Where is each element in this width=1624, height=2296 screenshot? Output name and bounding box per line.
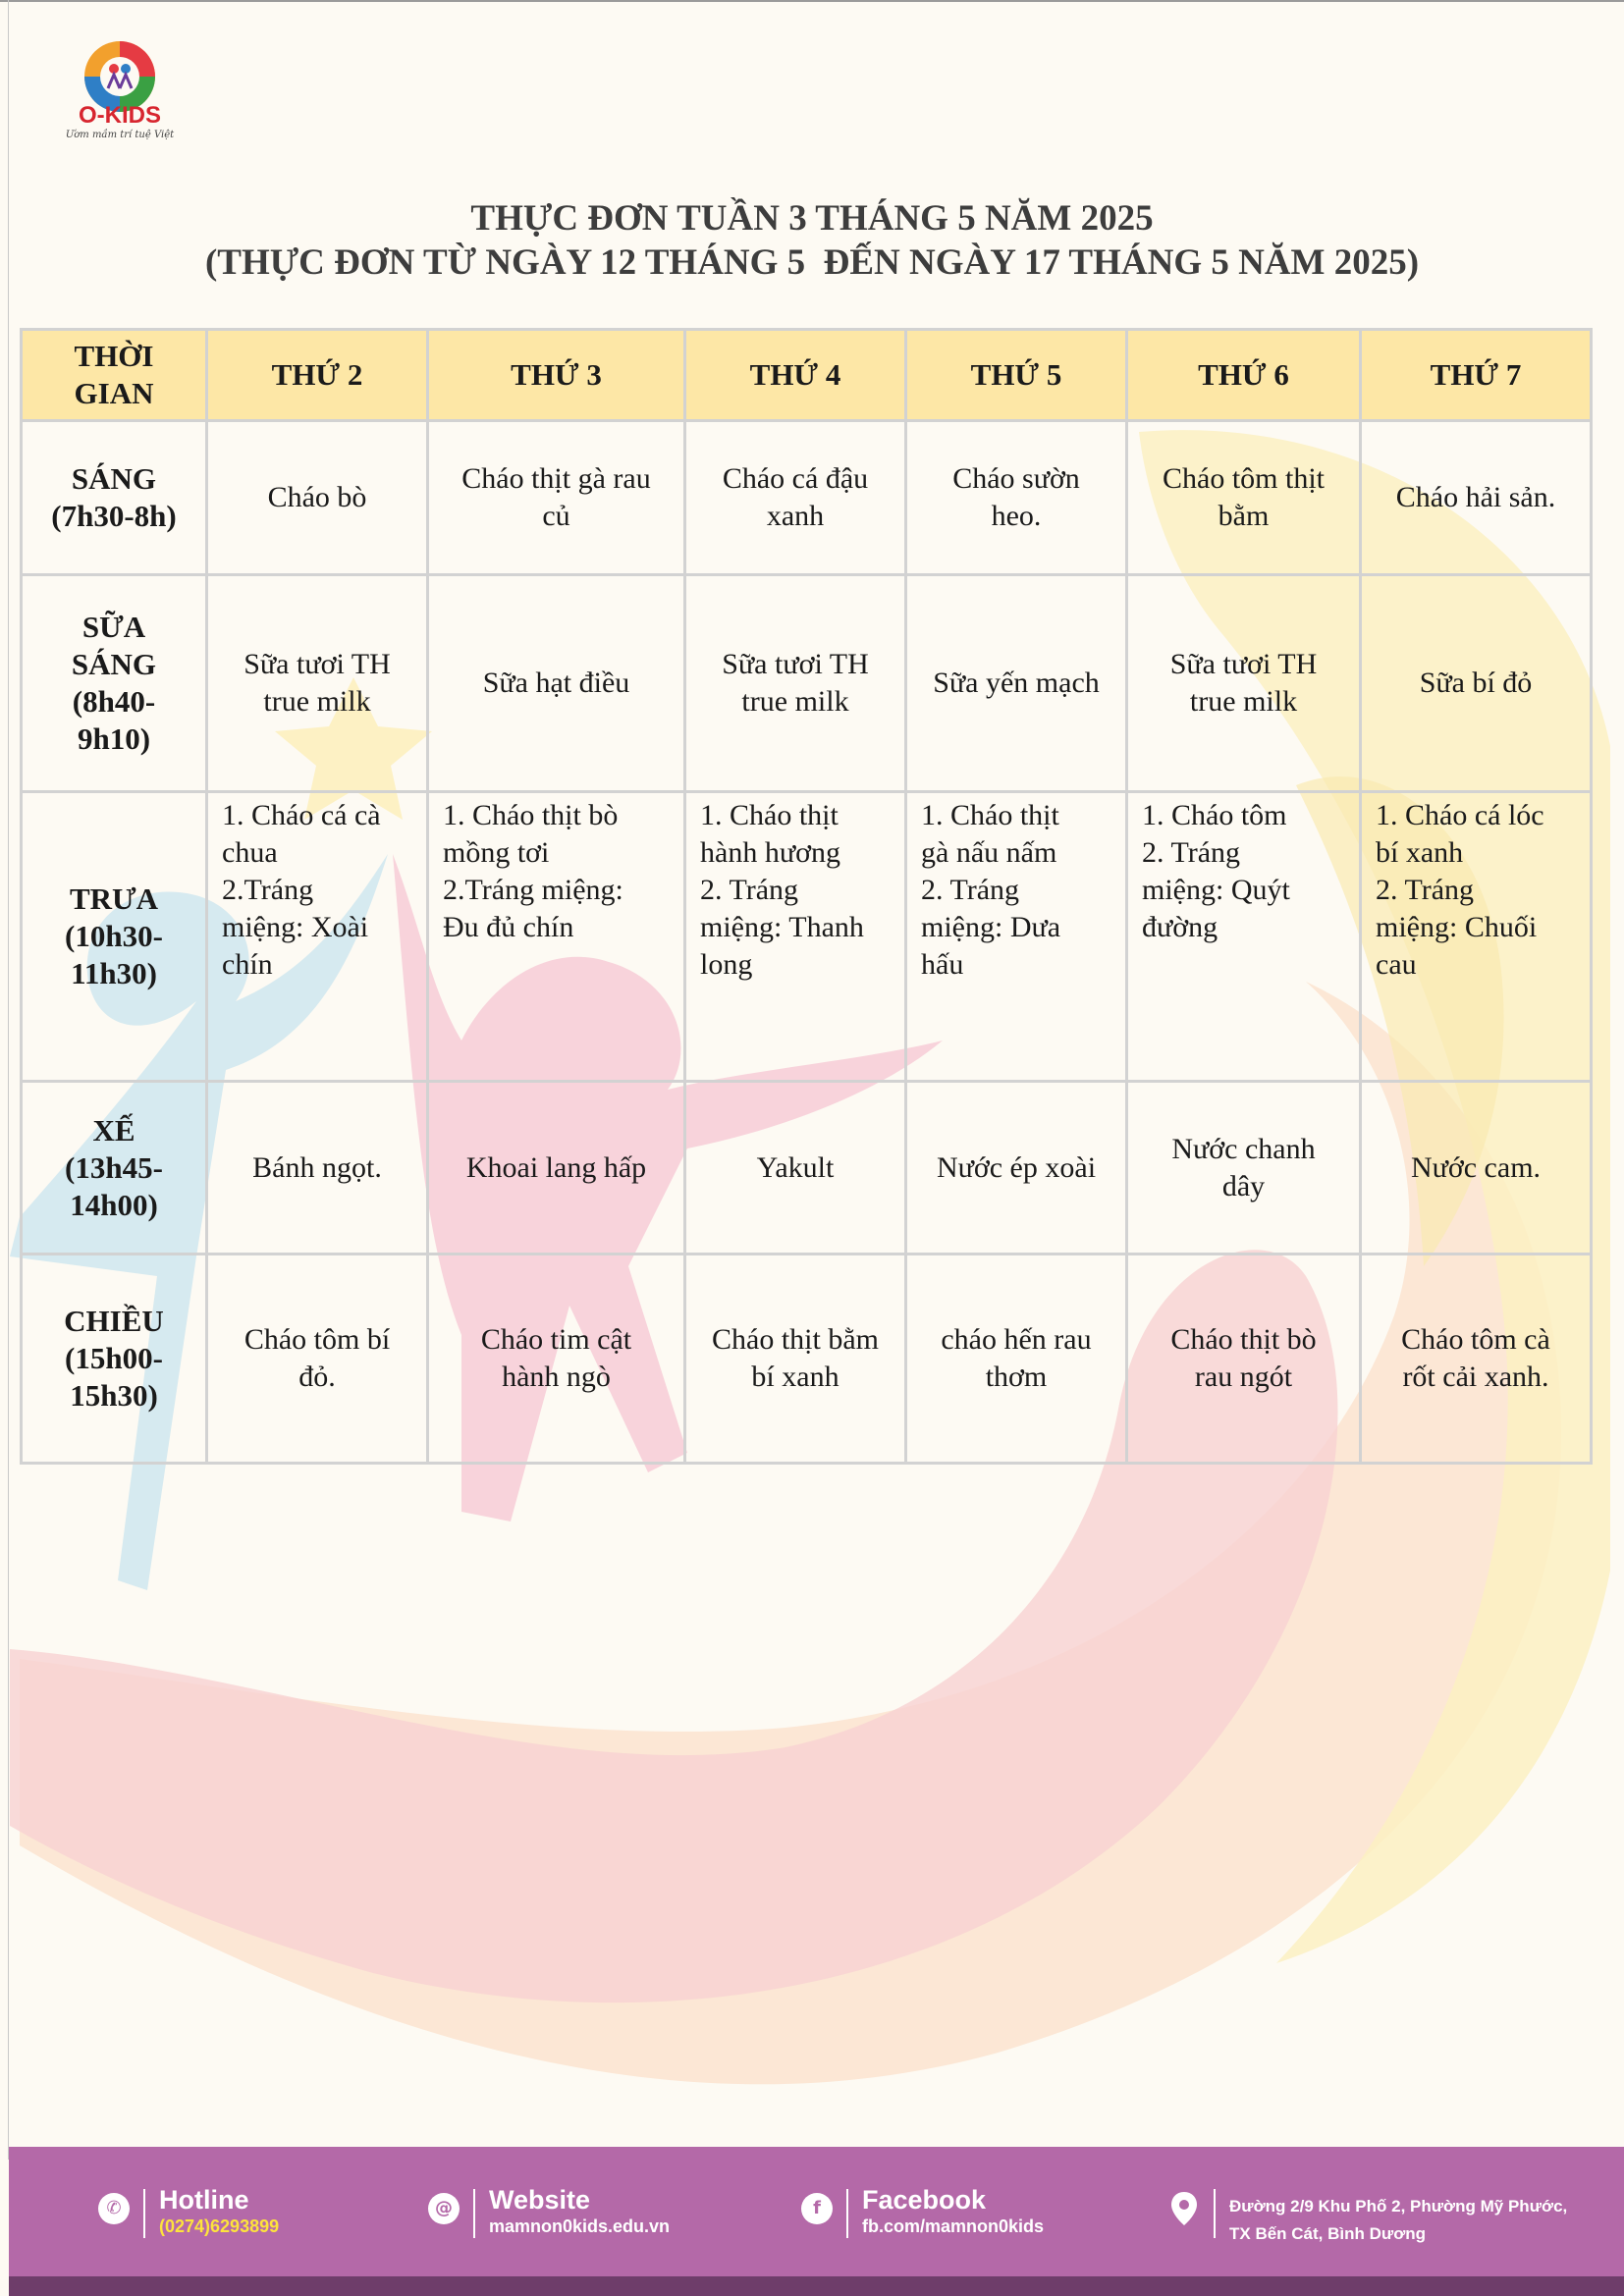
menu-cell	[1361, 1082, 1592, 1255]
menu-line: 2. Tráng	[1142, 836, 1241, 869]
menu-line: true milk	[741, 685, 849, 718]
menu-cell	[906, 421, 1127, 575]
address-line-1: Đường 2/9 Khu Phố 2, Phường Mỹ Phước,	[1229, 2197, 1568, 2216]
menu-line: Đu đủ chín	[443, 911, 574, 943]
menu-line: củ	[542, 500, 570, 532]
divider	[473, 2189, 475, 2238]
menu-line: 2. Tráng	[1376, 874, 1475, 906]
time-slot-line: SÁNG	[71, 461, 157, 496]
menu-cell	[906, 575, 1127, 792]
menu-line: Bánh ngọt.	[252, 1150, 382, 1184]
header-time: THỜI GIAN	[22, 330, 207, 421]
time-slot-line: TRƯA	[69, 881, 159, 916]
menu-cell	[207, 421, 428, 575]
time-slot-cell	[22, 1255, 207, 1464]
header-day: THỨ 6	[1127, 330, 1361, 421]
website-label: Website	[489, 2185, 591, 2215]
menu-line: 2.Tráng	[222, 874, 314, 906]
header-day: THỨ 4	[685, 330, 906, 421]
footer-bottom-strip	[9, 2276, 1624, 2296]
menu-cell	[685, 1082, 906, 1255]
menu-cell	[1361, 1255, 1592, 1464]
menu-line: 1. Cháo thịt	[700, 799, 839, 831]
menu-line: đỏ.	[298, 1361, 336, 1393]
menu-cell	[1127, 1255, 1361, 1464]
divider	[143, 2189, 145, 2238]
menu-cell	[906, 1255, 1127, 1464]
time-slot-line: CHIỀU	[64, 1304, 164, 1338]
menu-cell	[906, 792, 1127, 1082]
menu-line: Cháo thịt gà rau	[461, 462, 651, 495]
menu-line: dây	[1221, 1169, 1266, 1202]
menu-cell	[685, 575, 906, 792]
menu-line: Cháo tôm cà	[1401, 1323, 1550, 1356]
time-slot-line: (13h45-	[65, 1149, 163, 1185]
menu-line: mồng tơi	[443, 836, 550, 869]
address-line-2: TX Bến Cát, Bình Dương	[1229, 2224, 1427, 2243]
menu-line: Sữa tươi TH	[1169, 648, 1318, 680]
menu-cell	[1361, 575, 1592, 792]
menu-line: 2. Tráng	[700, 874, 799, 906]
logo-tagline: Ươm mầm trí tuệ Việt	[65, 130, 175, 140]
menu-line: 1. Cháo thịt bò	[443, 799, 619, 831]
menu-line: cau	[1376, 948, 1417, 981]
menu-cell	[685, 421, 906, 575]
menu-line: Nước cam.	[1410, 1150, 1542, 1184]
phone-icon: ✆	[98, 2193, 130, 2224]
menu-cell	[685, 792, 906, 1082]
menu-line: Nước chanh	[1171, 1132, 1316, 1165]
menu-line: xanh	[766, 500, 825, 532]
table-row	[22, 1082, 1592, 1255]
header-day: THỨ 7	[1361, 330, 1592, 421]
menu-cell	[428, 575, 685, 792]
menu-line: miệng: Xoài	[222, 911, 369, 943]
menu-line: Sữa tươi TH	[722, 648, 869, 680]
menu-line: Cháo hải sản.	[1395, 481, 1556, 513]
time-slot-cell	[22, 421, 207, 575]
table-row	[22, 792, 1592, 1082]
menu-line: 2. Tráng	[921, 874, 1020, 906]
divider	[1214, 2189, 1216, 2238]
menu-line: 1. Cháo cá lóc	[1376, 799, 1544, 831]
menu-line: Cháo tim cật	[480, 1323, 632, 1356]
menu-line: Sữa hạt điều	[482, 667, 630, 699]
header-day: THỨ 5	[906, 330, 1127, 421]
weekly-menu-table	[20, 328, 1593, 1465]
title-line-1: THỰC ĐƠN TUẦN 3 THÁNG 5 NĂM 2025	[470, 198, 1154, 239]
time-slot-line: 11h30)	[71, 956, 157, 990]
time-slot-cell	[22, 792, 207, 1082]
title-line-2: (THỰC ĐƠN TỪ NGÀY 12 THÁNG 5 ĐẾN NGÀY 17 THÁNG 5 NĂM 2025)	[204, 242, 1420, 283]
menu-line: 2.Tráng miệng:	[443, 874, 623, 906]
time-slot-line: (15h00-	[65, 1341, 163, 1375]
menu-cell	[428, 1255, 685, 1464]
time-slot-line: (10h30-	[65, 919, 163, 953]
hotline-label: Hotline	[159, 2185, 249, 2215]
menu-cell	[906, 1082, 1127, 1255]
time-slot-line: 9h10)	[77, 721, 151, 756]
menu-line: Cháo thịt bằm	[712, 1323, 879, 1356]
menu-line: bí xanh	[751, 1361, 839, 1393]
menu-line: rốt cải xanh.	[1402, 1361, 1549, 1393]
menu-cell	[428, 421, 685, 575]
menu-line: Cháo cá đậu	[722, 462, 869, 495]
menu-cell	[1127, 792, 1361, 1082]
menu-line: Yakult	[756, 1150, 835, 1184]
menu-line: Cháo sườn	[952, 462, 1080, 495]
facebook-url: fb.com/mamnon0kids	[862, 2216, 1045, 2236]
menu-line: hành hương	[700, 836, 840, 869]
menu-cell	[1127, 421, 1361, 575]
menu-line: bằm	[1218, 500, 1270, 532]
menu-cell	[1361, 792, 1592, 1082]
menu-line: miệng: Quýt	[1142, 874, 1290, 906]
menu-line: hành ngò	[502, 1361, 611, 1393]
time-slot-line: SÁNG	[71, 647, 157, 681]
menu-line: Cháo tôm thịt	[1163, 462, 1325, 495]
time-slot-cell	[22, 1082, 207, 1255]
menu-line: miệng: Chuối	[1376, 911, 1538, 943]
header-day: THỨ 3	[428, 330, 685, 421]
menu-line: Cháo thịt bò	[1170, 1323, 1317, 1356]
menu-line: long	[700, 948, 753, 981]
website-url: mamnon0kids.edu.vn	[489, 2216, 671, 2236]
menu-line: Sữa bí đỏ	[1419, 667, 1533, 699]
header-day: THỨ 2	[207, 330, 428, 421]
location-pin-icon	[1170, 2191, 1198, 2226]
hotline-number: (0274)6293899	[159, 2216, 280, 2236]
table-row	[22, 1255, 1592, 1464]
time-slot-line: (7h30-8h)	[51, 499, 177, 533]
menu-line: chín	[222, 948, 273, 981]
table-row	[22, 421, 1592, 575]
menu-line: Nước ép xoài	[936, 1150, 1097, 1184]
menu-line: chua	[222, 836, 278, 869]
facebook-icon: f	[801, 2193, 833, 2224]
time-slot-cell	[22, 575, 207, 792]
menu-line: miệng: Dưa	[921, 911, 1061, 943]
menu-line: 1. Cháo cá cà	[222, 799, 381, 831]
menu-cell	[1127, 575, 1361, 792]
menu-cell	[1127, 1082, 1361, 1255]
menu-line: hấu	[921, 948, 964, 981]
menu-line: true milk	[1189, 685, 1298, 718]
time-slot-line: SỮA	[81, 610, 146, 644]
menu-line: Cháo bò	[267, 481, 367, 513]
time-slot-line: 15h30)	[70, 1378, 158, 1413]
page-title	[0, 196, 1624, 285]
menu-line: true milk	[263, 685, 371, 718]
menu-line: thơm	[985, 1361, 1048, 1393]
time-slot-line: 14h00)	[70, 1187, 158, 1222]
menu-line: Sữa tươi TH	[244, 648, 391, 680]
facebook-label: Facebook	[862, 2185, 987, 2215]
time-slot-line: (8h40-	[72, 684, 156, 719]
table-header-row	[22, 330, 1592, 421]
menu-cell	[428, 792, 685, 1082]
menu-line: 1. Cháo tôm	[1142, 799, 1287, 831]
menu-cell	[207, 575, 428, 792]
menu-line: 1. Cháo thịt	[921, 799, 1059, 831]
menu-cell	[428, 1082, 685, 1255]
address-text	[1229, 2193, 1567, 2248]
menu-cell	[207, 1255, 428, 1464]
at-icon: @	[428, 2193, 460, 2224]
menu-line: miệng: Thanh	[700, 911, 864, 943]
menu-line: Khoai lang hấp	[465, 1150, 647, 1184]
menu-line: heo.	[991, 500, 1042, 532]
menu-line: gà nấu nấm	[921, 836, 1057, 869]
menu-cell	[1361, 421, 1592, 575]
menu-line: rau ngót	[1194, 1361, 1293, 1393]
menu-line: đường	[1142, 911, 1218, 943]
menu-cell	[207, 792, 428, 1082]
menu-line: bí xanh	[1376, 836, 1464, 869]
logo-brand-text: O-KIDS	[79, 102, 161, 129]
menu-line: Sữa yến mạch	[933, 667, 1100, 699]
menu-cell	[207, 1082, 428, 1255]
time-slot-line: XẾ	[92, 1112, 135, 1148]
menu-cell	[685, 1255, 906, 1464]
divider	[846, 2189, 848, 2238]
menu-line: cháo hến rau	[941, 1323, 1092, 1356]
menu-line: Cháo tôm bí	[244, 1323, 391, 1356]
table-row	[22, 575, 1592, 792]
